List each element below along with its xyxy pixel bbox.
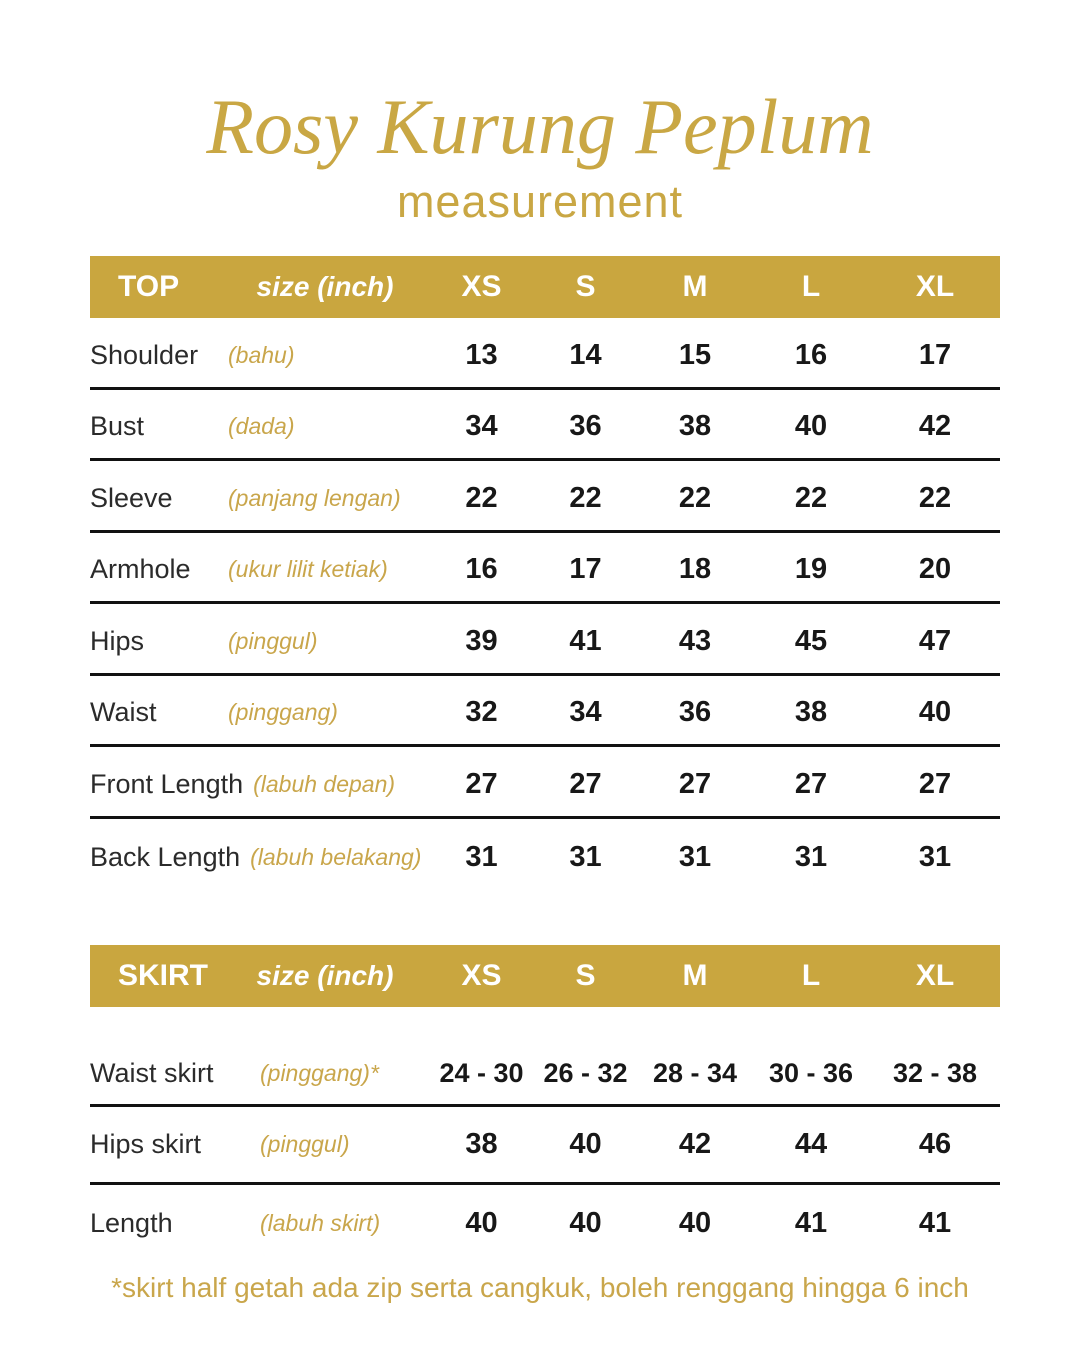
size-value: 39 [465,624,498,657]
size-value: 40 [794,410,828,443]
row-label-en: Front Length [90,768,244,799]
size-value: 31 [918,840,952,873]
size-col-l: L [801,270,821,303]
row-label [90,554,430,585]
row-label-en: Bust [90,411,145,442]
row-label-en: Waist [90,697,157,728]
size-value: 19 [794,553,828,586]
size-value: 40 [678,1207,712,1239]
size-value: 41 [918,1207,952,1239]
size-value: 16 [794,338,828,371]
size-value: 41 [794,1207,828,1239]
row-label-en: Armhole [90,554,191,585]
size-col-m: M [682,959,708,992]
size-value: 16 [465,553,498,586]
table-row-skirt-length [90,1185,1000,1262]
size-value: 22 [918,481,952,514]
row-label-malay: (pinggul) [228,627,318,654]
row-label-malay: (labuh belakang) [250,843,422,870]
row-label [90,842,430,873]
size-value: 30 - 36 [768,1058,854,1088]
table-row-hips-skirt [90,1107,1000,1185]
skirt-table-body [90,1007,1000,1262]
size-value: 38 [794,696,828,729]
row-label-en: Hips [90,625,145,656]
skirt-footnote: *skirt half getah ada zip serta cangkuk, boleh renggang hingga 6 inch [111,1272,969,1303]
size-value: 28 - 34 [652,1058,738,1088]
top-table-header [90,256,1000,318]
size-value: 42 [678,1128,712,1160]
row-label-malay: (bahu) [228,341,295,368]
size-value: 31 [794,840,828,873]
size-value: 44 [794,1128,828,1160]
size-value: 22 [465,481,498,514]
size-value: 36 [678,696,712,729]
size-col-m: M [682,270,708,303]
row-label-en: Hips skirt [90,1129,202,1159]
size-value: 38 [678,410,712,443]
row-label-malay: (pinggul) [260,1131,350,1157]
size-value: 20 [918,553,952,586]
size-value: 31 [465,840,498,873]
row-label-malay: (ukur lilit ketiak) [228,556,388,583]
size-value: 31 [569,840,602,873]
row-label [90,411,430,442]
size-value: 32 - 38 [892,1058,978,1088]
row-label [90,340,430,371]
size-value: 38 [465,1128,498,1160]
top-unit-label: size (inch) [256,271,394,302]
size-value: 40 [918,696,952,729]
row-label-en: Waist skirt [90,1058,214,1088]
size-col-l: L [801,959,821,992]
size-value: 14 [569,338,602,371]
size-value: 27 [918,767,952,800]
size-value: 13 [465,338,498,371]
row-label [90,1208,430,1239]
skirt-table-header [90,945,1000,1007]
row-label [90,1058,430,1089]
size-value: 46 [918,1128,952,1160]
row-label-en: Back Length [90,841,241,872]
skirt-table-title: SKIRT [118,959,208,992]
page-title: Rosy Kurung Peplum [206,83,874,170]
row-label-en: Shoulder [90,339,199,370]
size-value: 43 [678,624,712,657]
size-value: 15 [678,338,712,371]
size-value: 34 [465,410,498,443]
size-value: 40 [569,1207,602,1239]
row-label-malay: (pinggang) [228,699,338,726]
row-label-en: Sleeve [90,482,173,513]
size-value: 26 - 32 [543,1058,628,1088]
size-value: 17 [569,553,602,586]
page-subtitle: measurement [396,176,684,227]
size-value: 27 [794,767,828,800]
table-row-shoulder [90,318,1000,390]
size-value: 42 [918,410,952,443]
size-value: 22 [794,481,828,514]
size-value: 40 [569,1128,602,1160]
table-row-armhole [90,533,1000,605]
row-label-malay: (labuh skirt) [260,1210,381,1236]
row-label-malay: (pinggang)* [260,1060,379,1086]
size-col-xl: XL [915,270,955,303]
size-value: 27 [465,767,498,800]
size-value: 41 [569,624,602,657]
table-row-front-length [90,747,1000,819]
size-value: 22 [678,481,712,514]
size-value: 27 [569,767,602,800]
top-table-title: TOP [118,270,180,303]
row-label-malay: (labuh depan) [253,770,396,797]
row-label-en: Length [90,1208,173,1238]
skirt-size-table [90,945,1000,1262]
size-value: 36 [569,410,602,443]
size-value: 40 [465,1207,498,1239]
skirt-unit-label: size (inch) [256,960,394,991]
size-value: 24 - 30 [439,1058,524,1088]
size-value: 31 [678,840,712,873]
row-label [90,483,430,514]
size-col-s: S [575,959,596,992]
size-col-xs: XS [461,959,502,992]
size-value: 47 [918,624,952,657]
row-label [90,769,430,800]
row-label [90,1129,430,1160]
size-value: 22 [569,481,602,514]
table-row-sleeve [90,461,1000,533]
size-value: 17 [918,338,952,371]
table-row-waist [90,676,1000,748]
size-value: 34 [569,696,602,729]
row-label-malay: (dada) [228,413,295,440]
table-row-hips [90,604,1000,676]
size-value: 18 [678,553,712,586]
top-size-table [90,256,1000,890]
row-label-malay: (panjang lengan) [228,484,401,511]
row-label [90,697,430,728]
table-row-bust [90,390,1000,462]
size-col-xl: XL [915,959,955,992]
table-row-waist-skirt [90,1007,1000,1107]
size-value: 45 [794,624,828,657]
size-value: 32 [465,696,498,729]
top-table-body [90,318,1000,890]
table-row-back-length [90,819,1000,891]
size-value: 27 [678,767,712,800]
row-label [90,626,430,657]
size-col-s: S [575,270,596,303]
size-col-xs: XS [461,270,502,303]
